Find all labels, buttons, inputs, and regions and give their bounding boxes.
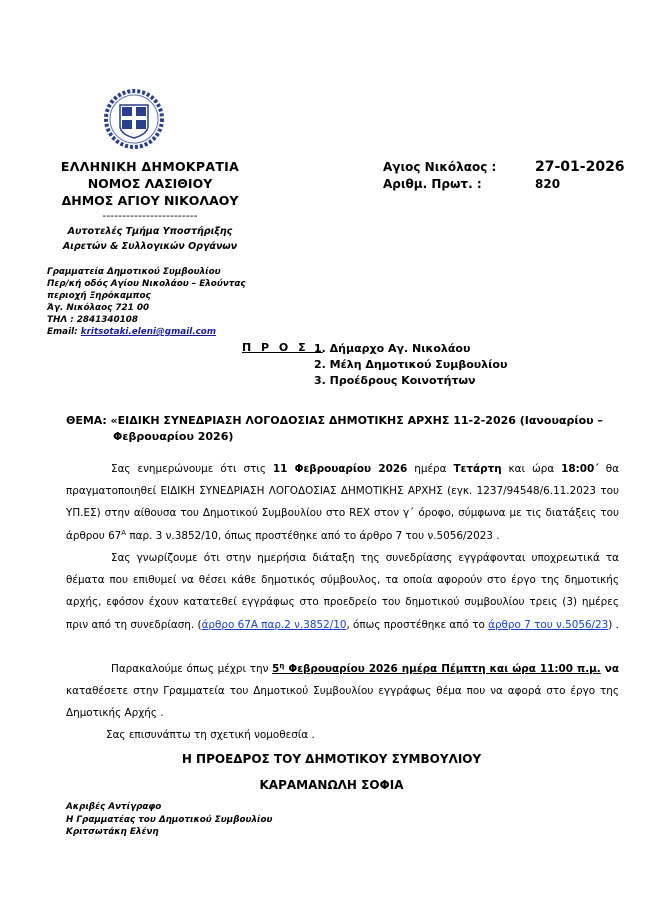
- text: θα πραγματοποιηθεί ΕΙΔΙΚΗ ΣΥΝΕΔΡΙΑΣΗ ΛΟΓΟΔΟΣΙΑΣ ΔΗΜΟΤΙΚΗΣ ΑΡΧΗΣ (εγκ. 1237/94548/6.11.2023 του ΥΠ.ΕΣ) στην αίθουσα του Δημοτικού Συμβουλίου στο REX στον γ΄ όροφο, σύμφωνα με τις διατάξεις του άρθρου 67: [66, 463, 619, 542]
- contact-address-2: περιοχή Ξηρόκαμπος: [47, 291, 151, 301]
- contact-address-1: Περ/κή οδός Αγίου Νικολάου – Ελούντας: [47, 279, 246, 289]
- paragraph-agenda-notice: [66, 547, 619, 636]
- subject-block: [66, 413, 626, 445]
- meeting-date: 11 Φεβρουαρίου 2026: [272, 463, 408, 475]
- subject-line-1: ΘΕΜΑ: «ΕΙΔΙΚΗ ΣΥΝΕΔΡΙΑΣΗ ΛΟΓΟΔΟΣΙΑΣ ΔΗΜΟΤΙΚΗΣ ΑΡΧΗΣ 11-2-2026 (Ιανουαρίου –: [66, 414, 603, 427]
- department-line-1: Αυτοτελές Τμήμα Υποστήριξης: [67, 226, 233, 237]
- email-label: Email:: [47, 327, 81, 337]
- recipients-label: Π Ρ Ο Σ :: [242, 341, 323, 354]
- header-prefecture: ΝΟΜΟΣ ΛΑΣΙΘΙΟΥ: [87, 176, 213, 191]
- signature-title: Η ΠΡΟΕΔΡΟΣ ΤΟΥ ΔΗΜΟΤΙΚΟΥ ΣΥΜΒΟΥΛΙΟΥ: [181, 752, 482, 766]
- copy-line-1: Ακριβές Αντίγραφο: [66, 802, 162, 812]
- meeting-day: Τετάρτη: [453, 463, 502, 475]
- text: να: [600, 663, 620, 675]
- text: Παρακαλούμε όπως μέχρι την: [111, 663, 273, 675]
- text: Σας επισυνάπτω τη σχετική νομοθεσία .: [106, 729, 315, 741]
- deadline-day: 5: [272, 663, 280, 675]
- greek-coat-of-arms-icon: [103, 88, 165, 150]
- law-link-article-67a[interactable]: άρθρο 67Α παρ.2 ν.3852/10: [201, 618, 347, 631]
- department-block: [40, 224, 260, 254]
- law-link-article-7[interactable]: άρθρο 7 του ν.5056/23: [488, 618, 609, 631]
- header-block: [40, 158, 260, 209]
- text: Σας ενημερώνουμε ότι στις: [111, 463, 273, 475]
- contact-block: [47, 266, 246, 338]
- contact-email-row: [47, 326, 246, 338]
- recipient-item: 1. Δήμαρχο Αγ. Νικολάου: [314, 342, 471, 355]
- contact-office: Γραμματεία Δημοτικού Συμβουλίου: [47, 267, 221, 277]
- protocol-number: 820: [535, 177, 561, 191]
- email-link[interactable]: kritsotaki.eleni@gmail.com: [80, 327, 216, 337]
- text: και ώρα: [501, 463, 562, 475]
- paragraph-deadline: [66, 658, 619, 725]
- header-republic: ΕΛΛΗΝΙΚΗ ΔΗΜΟΚΡΑΤΙΑ: [60, 159, 240, 174]
- paragraph-attachment: [66, 724, 619, 746]
- meta-values: [535, 159, 625, 193]
- protocol-label: Αριθμ. Πρωτ. :: [383, 177, 482, 191]
- paragraph-meeting-notice: [66, 458, 619, 547]
- copy-line-3: Κριτσωτάκη Ελένη: [66, 827, 159, 837]
- contact-city: Άγ. Νικόλαος 721 00: [47, 303, 150, 313]
- subject-line-2: Φεβρουαρίου 2026): [113, 430, 234, 443]
- recipient-item: 2. Μέλη Δημοτικού Συμβουλίου: [314, 358, 508, 371]
- place-label: Αγιος Νικόλαος :: [383, 160, 497, 174]
- contact-phone: ΤΗΛ : 2841340108: [47, 315, 139, 325]
- text: ) .: [608, 618, 619, 631]
- text: παρ. 3 ν.3852/10, όπως προστέθηκε από το άρθρο 7 του ν.5056/2023 .: [126, 529, 500, 542]
- deadline-rest: Φεβρουαρίου 2026 ημέρα Πέμπτη και ώρα 11:00 π.μ.: [284, 663, 601, 675]
- header-separator: ------------------------: [102, 209, 198, 222]
- text: ημέρα: [407, 463, 454, 475]
- header-municipality: ΔΗΜΟΣ ΑΓΙΟΥ ΝΙΚΟΛΑΟΥ: [61, 193, 239, 208]
- recipient-item: 3. Προέδρους Κοινοτήτων: [314, 374, 476, 387]
- copy-line-2: Η Γραμματέας του Δημοτικού Συμβουλίου: [66, 814, 273, 825]
- meeting-time: 18:00΄: [561, 463, 599, 475]
- certified-copy-block: [66, 801, 272, 839]
- document-date: 27-01-2026: [535, 159, 625, 175]
- superscript: Α: [121, 528, 127, 537]
- signature-name: ΚΑΡΑΜΑΝΩΛΗ ΣΟΦΙΑ: [259, 778, 404, 792]
- superscript: η: [279, 662, 285, 670]
- department-line-2: Αιρετών & Συλλογικών Οργάνων: [62, 241, 238, 252]
- text: καταθέσετε στην Γραμματεία του Δημοτικού Συμβουλίου εγγράφως θέμα που να αφορά στο έργο της Δημοτικής Αρχής .: [66, 685, 619, 720]
- text: , όπως προστέθηκε από το: [346, 618, 489, 631]
- recipients-list: [314, 341, 507, 389]
- deadline: [272, 663, 601, 675]
- text: Σας γνωρίζουμε ότι στην ημερήσια διάταξη της συνεδρίασης εγγράφονται υποχρεωτικά τα θέματα που επιθυμεί να θέσει κάθε δημοτικός σύμβουλος, τα οποία αφορούν στο έργο της δημοτικής αρχής, εφόσον έχουν κατατεθεί εγγράφως στο προεδρείο του δημοτικού συμβουλίου τρεις (3) ημέρες πριν από τη συνεδρίαση. (: [66, 552, 619, 631]
- meta-labels: [383, 159, 496, 193]
